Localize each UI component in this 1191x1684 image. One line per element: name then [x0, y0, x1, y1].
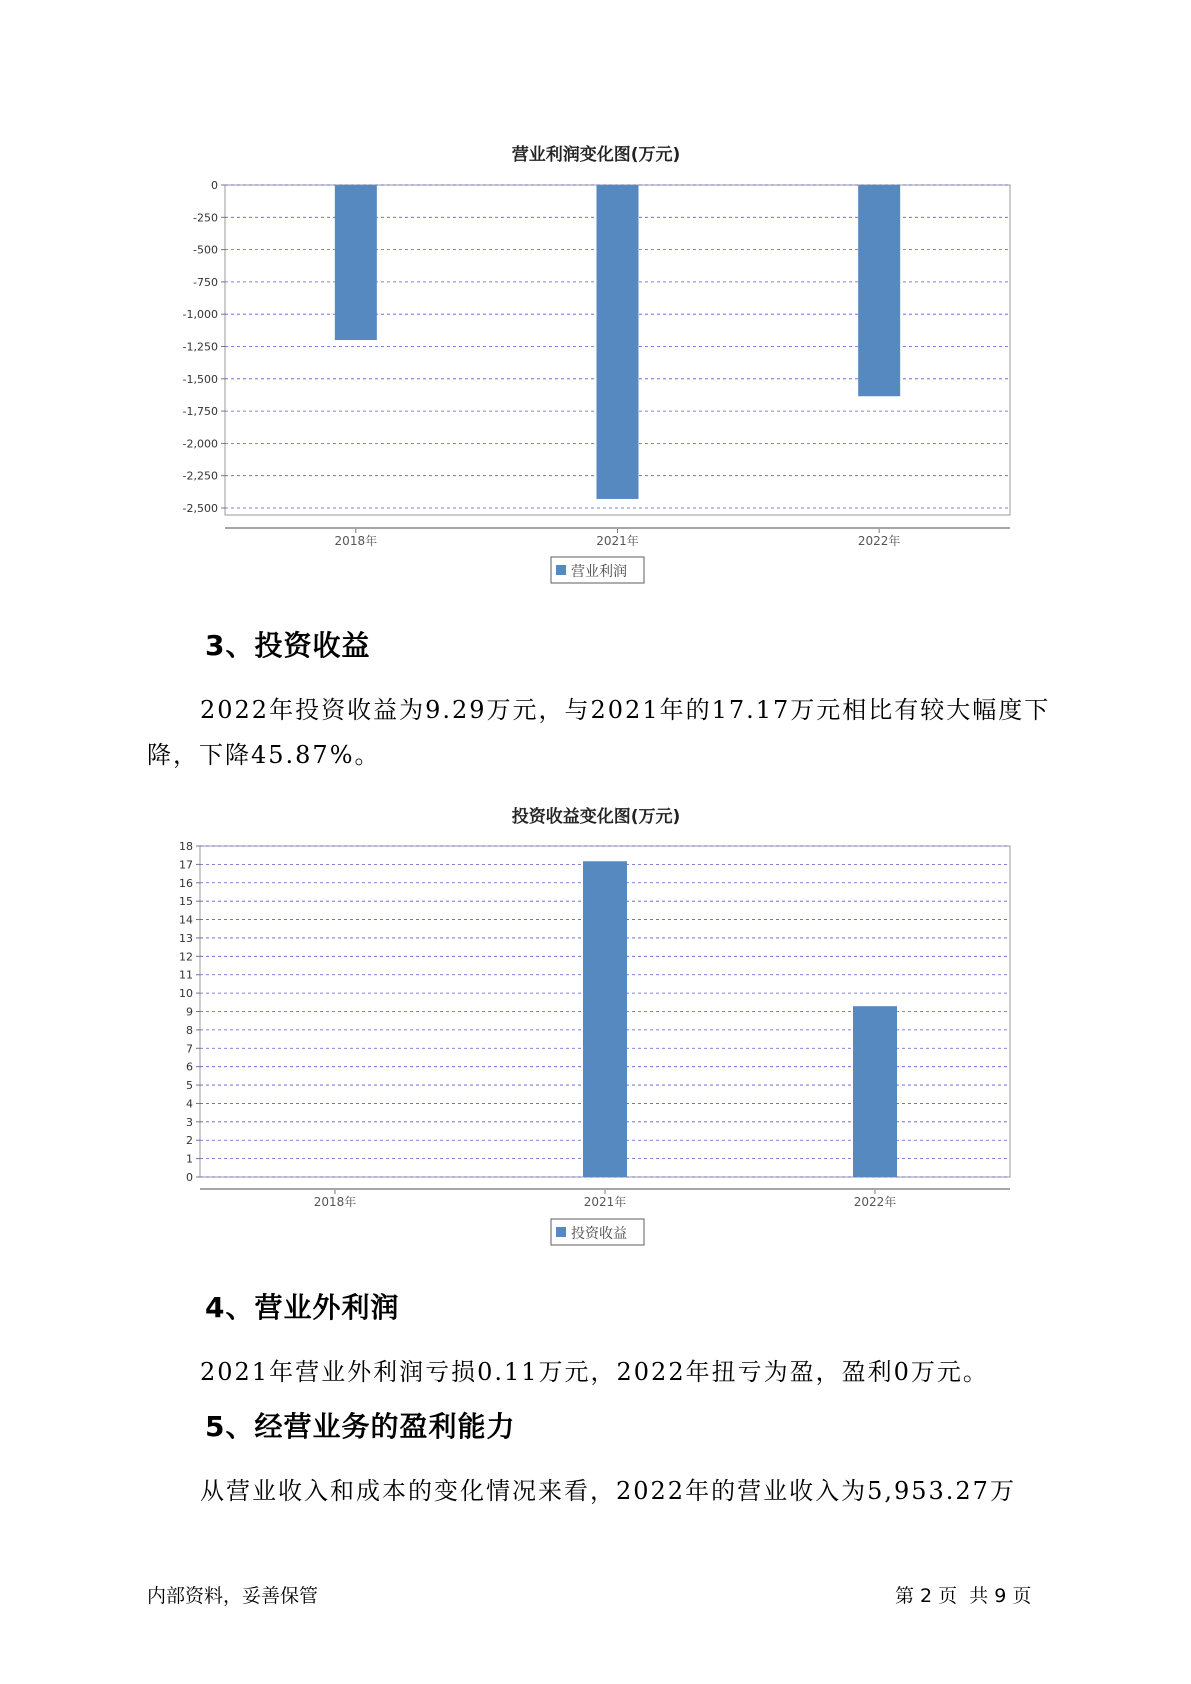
section-heading: 4、营业外利润: [205, 1291, 400, 1324]
y-tick-label: -500: [193, 243, 218, 257]
bar: [597, 185, 639, 499]
y-tick-label: -1,000: [182, 308, 218, 322]
section-heading: 3、投资收益: [205, 629, 371, 662]
y-tick-label: 11: [179, 968, 193, 982]
y-tick-label: -2,000: [182, 437, 218, 451]
y-tick-label: 10: [179, 987, 193, 1001]
x-tick-label: 2018年: [313, 1195, 357, 1209]
y-tick-label: -1,750: [182, 405, 218, 419]
chart-title: 投资收益变化图(万元): [511, 807, 681, 827]
y-tick-label: 0: [211, 179, 218, 192]
legend: [551, 557, 644, 583]
y-tick-label: 4: [186, 1097, 193, 1111]
bar: [853, 1006, 897, 1177]
bar: [858, 185, 900, 396]
y-tick-label: -2,500: [182, 502, 218, 515]
y-tick-label: 8: [186, 1023, 193, 1037]
y-tick-label: 6: [186, 1060, 193, 1074]
operating-profit-chart: [183, 144, 1010, 583]
legend-label: 营业利润: [571, 564, 627, 580]
legend: [551, 1219, 644, 1245]
y-tick-label: 14: [179, 913, 193, 927]
y-tick-label: 13: [179, 931, 193, 945]
legend-swatch: [556, 565, 566, 575]
y-tick-label: 15: [179, 895, 193, 909]
footer-note: 内部资料，妥善保管: [147, 1585, 319, 1607]
x-tick-label: 2022年: [857, 534, 901, 548]
y-tick-label: 0: [186, 1171, 193, 1184]
paragraph-line: 降，下降45.87%。: [147, 741, 381, 769]
y-tick-label: 2: [186, 1134, 193, 1148]
y-tick-label: 1: [186, 1152, 193, 1166]
y-tick-label: 16: [179, 876, 193, 890]
investment-income-chart: [179, 806, 1010, 1245]
y-tick-label: 18: [179, 840, 193, 853]
paragraph-line: 2022年投资收益为9.29万元，与2021年的17.17万元相比有较大幅度下: [200, 696, 1051, 724]
y-tick-label: -750: [193, 275, 218, 289]
x-tick-label: 2021年: [596, 534, 639, 548]
section-heading: 5、经营业务的盈利能力: [205, 1410, 516, 1443]
y-tick-label: 12: [179, 950, 193, 964]
bar: [335, 185, 377, 340]
paragraph-line: 2021年营业外利润亏损0.11万元，2022年扭亏为盈，盈利0万元。: [200, 1358, 989, 1386]
paragraph-line: 从营业收入和成本的变化情况来看，2022年的营业收入为5,953.27万: [200, 1477, 1016, 1505]
legend-swatch: [556, 1227, 566, 1237]
x-tick-label: 2018年: [334, 534, 378, 548]
y-tick-label: -2,250: [182, 469, 218, 483]
y-tick-label: -250: [193, 211, 218, 225]
y-tick-label: 5: [186, 1079, 193, 1093]
y-tick-label: 9: [186, 1005, 193, 1019]
y-tick-label: -1,250: [182, 340, 218, 354]
y-tick-label: 17: [179, 858, 193, 872]
bar: [583, 861, 627, 1177]
chart-title: 营业利润变化图(万元): [511, 145, 681, 165]
legend-label: 投资收益: [571, 1226, 627, 1242]
y-tick-label: 7: [186, 1042, 193, 1056]
x-tick-label: 2022年: [853, 1195, 897, 1209]
page-number: 第 2 页 共 9 页: [895, 1585, 1032, 1607]
y-tick-label: 3: [186, 1115, 193, 1129]
y-tick-label: -1,500: [182, 372, 218, 386]
x-tick-label: 2021年: [583, 1195, 627, 1209]
